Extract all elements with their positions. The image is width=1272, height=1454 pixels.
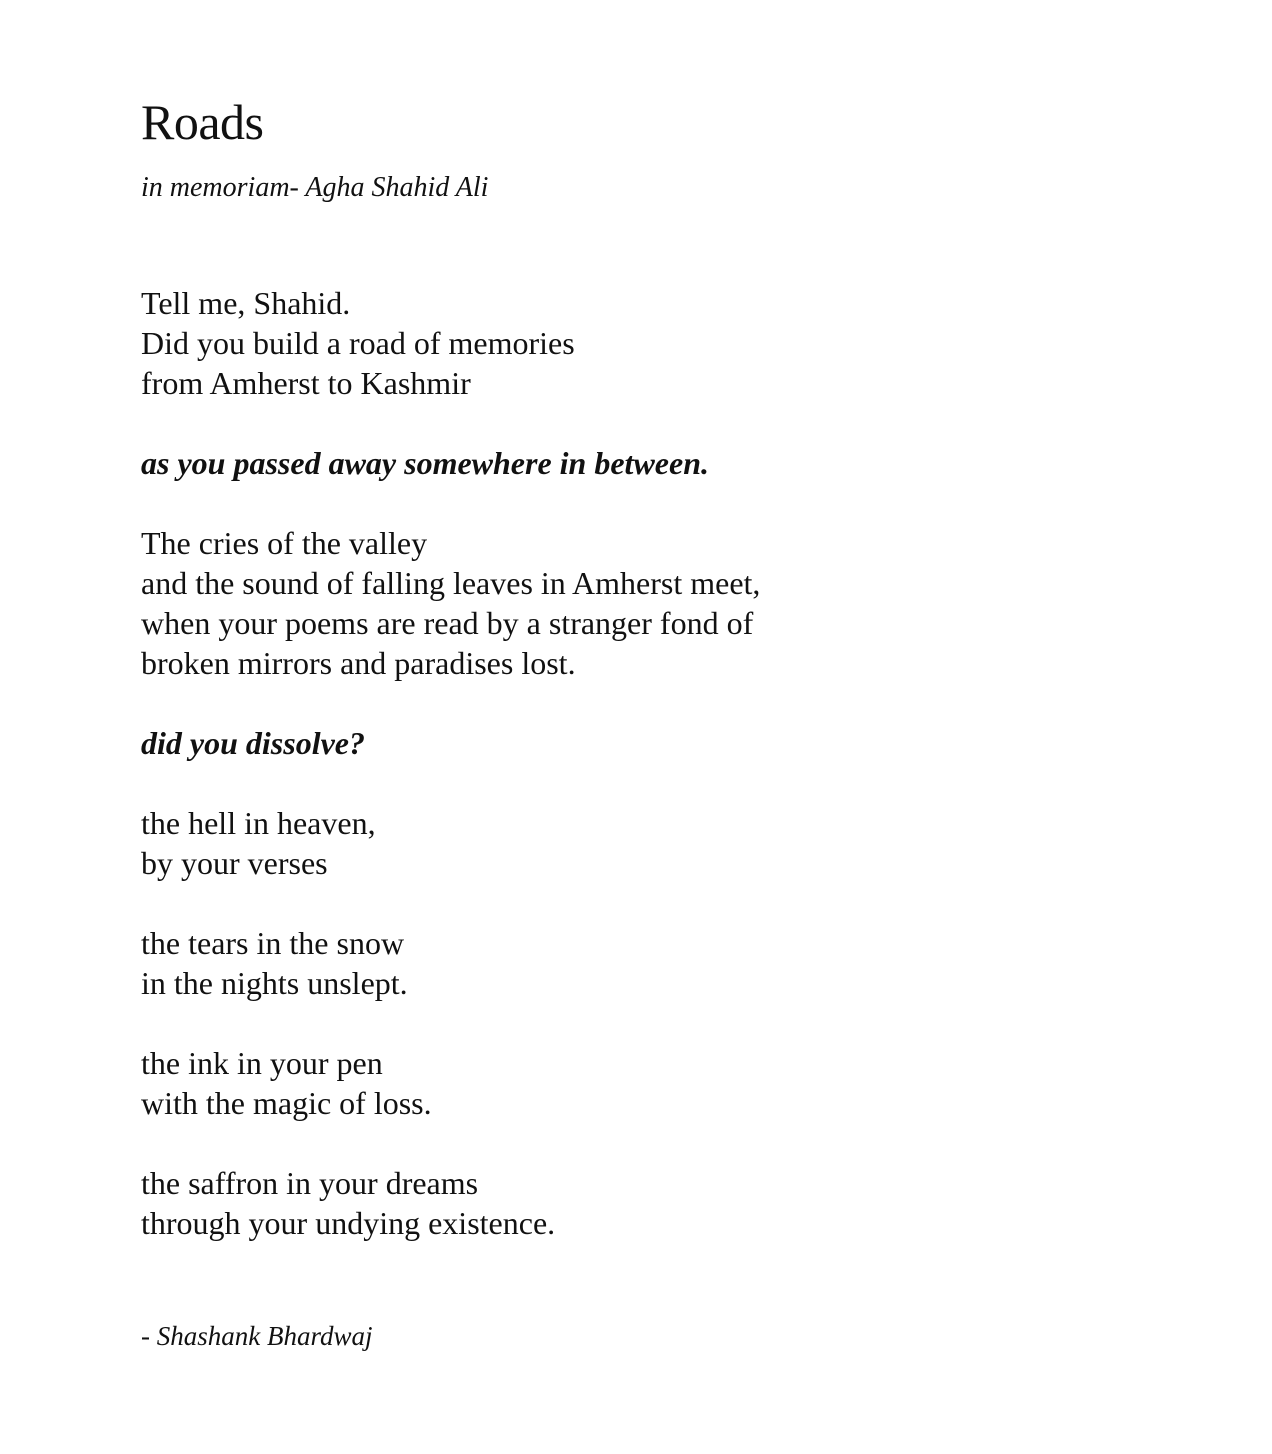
poem-line: the tears in the snow xyxy=(141,925,405,961)
stanza xyxy=(141,803,760,883)
poem-line: the hell in heaven, xyxy=(141,805,376,841)
stanza xyxy=(141,1043,760,1123)
poem-line: the ink in your pen xyxy=(141,1045,383,1081)
poem-line: The cries of the valley xyxy=(141,525,428,561)
poem-line: Tell me, Shahid. xyxy=(141,285,351,321)
stanza xyxy=(141,923,760,1003)
poem-dedication: in memoriam- Agha Shahid Ali xyxy=(141,172,489,203)
poem-line: the saffron in your dreams xyxy=(141,1165,479,1201)
poem-line: Did you build a road of memories xyxy=(141,325,575,361)
poem-line: as you passed away somewhere in between. xyxy=(141,445,709,481)
poem-line: when your poems are read by a stranger fond of xyxy=(141,605,754,641)
poem-body xyxy=(141,283,760,1243)
poem-line: and the sound of falling leaves in Amherst meet, xyxy=(141,565,761,601)
stanza xyxy=(141,283,760,403)
poem-line: did you dissolve? xyxy=(141,725,365,761)
stanza xyxy=(141,523,760,683)
emphasized-stanza xyxy=(141,723,760,763)
poem-line: in the nights unslept. xyxy=(141,965,408,1001)
poem-title: Roads xyxy=(141,94,264,150)
poem-page xyxy=(141,0,1201,1454)
poem-line: by your verses xyxy=(141,845,328,881)
poem-line: through your undying existence. xyxy=(141,1205,556,1241)
stanza xyxy=(141,1163,760,1243)
emphasized-stanza xyxy=(141,443,760,483)
poem-line: with the magic of loss. xyxy=(141,1085,432,1121)
poem-signature: - Shashank Bhardwaj xyxy=(141,1321,373,1351)
poem-line: broken mirrors and paradises lost. xyxy=(141,645,576,681)
poem-line: from Amherst to Kashmir xyxy=(141,365,471,401)
